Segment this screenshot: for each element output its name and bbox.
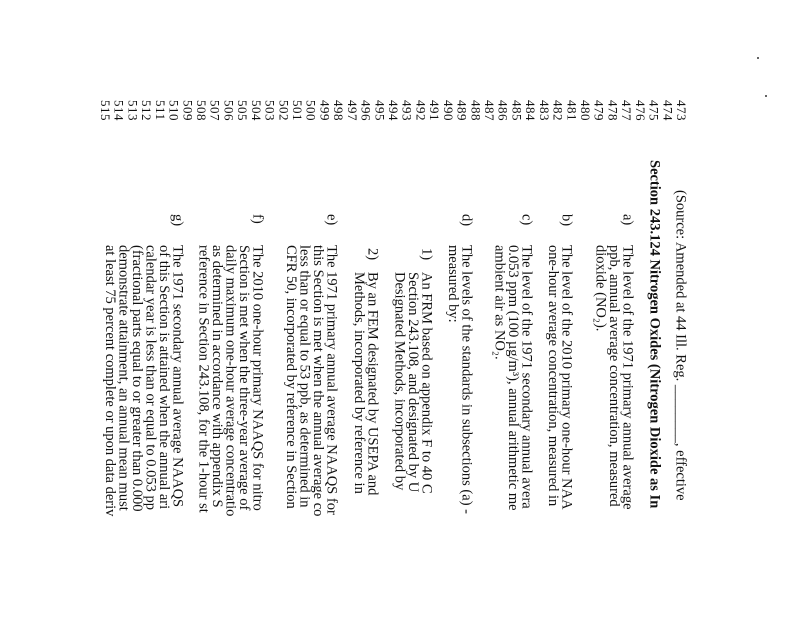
para-d-label: d): [458, 214, 475, 227]
line-number: 506: [221, 100, 237, 121]
line-number: 513: [125, 100, 141, 121]
line-number: 502: [276, 100, 292, 121]
para-g-label: g): [169, 214, 186, 227]
line-number: 489: [454, 100, 470, 121]
para-f-line: Section is met when the three-year average of: [236, 245, 252, 511]
para-f-label: f): [249, 214, 266, 224]
line-number: 486: [495, 100, 511, 121]
line-number: 483: [536, 100, 552, 121]
para-f-line: reference in Section 243.108, for the 1-hour st: [195, 245, 212, 513]
line-number: 511: [152, 100, 168, 121]
line-number: 508: [194, 100, 209, 121]
sub-1-label: 1): [418, 248, 435, 261]
sub-1-line: Section 243.108, and designated by U: [405, 272, 421, 493]
scan-speck: [757, 57, 759, 59]
para-c-label: c): [518, 214, 535, 226]
line-number: 475: [646, 100, 662, 121]
para-a-line: dioxide (NO₂).: [592, 245, 609, 332]
line-number: 500: [303, 100, 319, 121]
para-a-line: ppb, annual average concentration, measured: [606, 245, 622, 507]
para-d-line: The levels of the standards in subsections (a) -: [458, 245, 475, 514]
line-number: 497: [344, 100, 360, 121]
para-e-line: CFR 50, incorporated by reference in Section: [283, 245, 299, 509]
para-e-line: less than or equal to 53 ppb, as determined in: [296, 245, 313, 508]
line-number: 496: [358, 100, 374, 121]
sub-2-label: 2): [364, 248, 381, 261]
line-number: 482: [550, 100, 566, 121]
sub-1-line: Designated Methods, incorporated by: [391, 272, 408, 491]
line-number: 487: [482, 100, 497, 121]
line-number: 507: [207, 100, 223, 121]
line-number: 485: [509, 100, 525, 121]
line-number: 481: [564, 100, 580, 121]
para-f-line: The 2010 one-hour primary NAAQS for nitro: [249, 245, 266, 511]
line-number: 501: [290, 100, 305, 121]
para-c-line: The level of the 1971 secondary annual avera: [518, 245, 535, 509]
line-number: 498: [331, 100, 347, 121]
line-number: 474: [660, 100, 676, 121]
para-e-line: this Section is met when the annual average co: [310, 245, 326, 517]
line-number: 476: [632, 100, 648, 121]
para-g-line: at least 75 percent complete or upon data deriv: [102, 245, 118, 517]
para-a-label: a): [619, 214, 636, 226]
para-d-line: measured by:: [445, 245, 461, 323]
para-f-line: daily maximum one-hour average concentratio: [222, 245, 239, 517]
line-number: 505: [235, 100, 251, 121]
line-number-column: [100, 100, 690, 120]
line-number: 494: [386, 100, 401, 121]
line-number: 484: [523, 100, 539, 121]
line-number: 493: [399, 100, 415, 121]
sub-2-line: Methods, incorporated by reference in: [351, 272, 367, 494]
line-number: 512: [139, 100, 155, 121]
line-number: 478: [605, 100, 621, 121]
para-g-line: (fractional parts equal to or greater than 0.000: [129, 245, 145, 512]
para-g-line: The 1971 secondary annual average NAAQS: [169, 245, 186, 508]
line-number: 504: [248, 100, 264, 121]
scan-speck: [765, 95, 767, 97]
line-number: 480: [578, 100, 593, 121]
para-c-line: 0.053 ppm (100 µg/m³), annual arithmetic me: [505, 245, 521, 511]
line-number: 491: [427, 100, 443, 121]
para-b-line: The level of the 2010 primary one-hour NAA: [558, 245, 575, 510]
sub-2-line: By an FEM designated by USEPA and: [364, 272, 381, 496]
line-number: 510: [166, 100, 182, 121]
para-c-line: ambient air as NO₂.: [491, 245, 508, 360]
sub-1-line: An FRM based on appendix F to 40 C: [418, 272, 435, 494]
para-b-label: b): [558, 214, 575, 227]
line-number: 477: [619, 100, 635, 121]
line-number: 515: [98, 100, 113, 121]
line-number: 514: [111, 100, 127, 121]
line-number: 473: [674, 100, 689, 121]
para-g-line: demonstrate attainment, an annual mean must: [115, 245, 132, 511]
line-number: 499: [317, 100, 333, 121]
source-note: (Source: Amended at 44 Ill. Reg. ________, effective: [672, 190, 689, 501]
para-g-line: of this Section is attained when the annual ari: [156, 245, 172, 510]
para-b-line: one-hour average concentration, measured in: [545, 245, 561, 507]
para-e-label: e): [323, 214, 340, 226]
line-number: 503: [262, 100, 278, 121]
line-number: 479: [591, 100, 607, 121]
line-number: 509: [180, 100, 196, 121]
line-number: 492: [413, 100, 429, 121]
para-f-line: as determined in accordance with appendix S: [209, 245, 225, 508]
line-number: 488: [468, 100, 484, 121]
para-g-line: calendar year is less than or equal to 0.053 pp: [142, 245, 159, 510]
para-e-line: The 1971 primary annual average NAAQS for: [323, 245, 340, 515]
line-number: 490: [440, 100, 456, 121]
para-a-line: The level of the 1971 primary annual average: [619, 245, 636, 510]
line-number: 495: [372, 100, 388, 121]
section-heading: Section 243.124 Nitrogen Oxides (Nitrogen Dioxide as In: [646, 160, 663, 509]
